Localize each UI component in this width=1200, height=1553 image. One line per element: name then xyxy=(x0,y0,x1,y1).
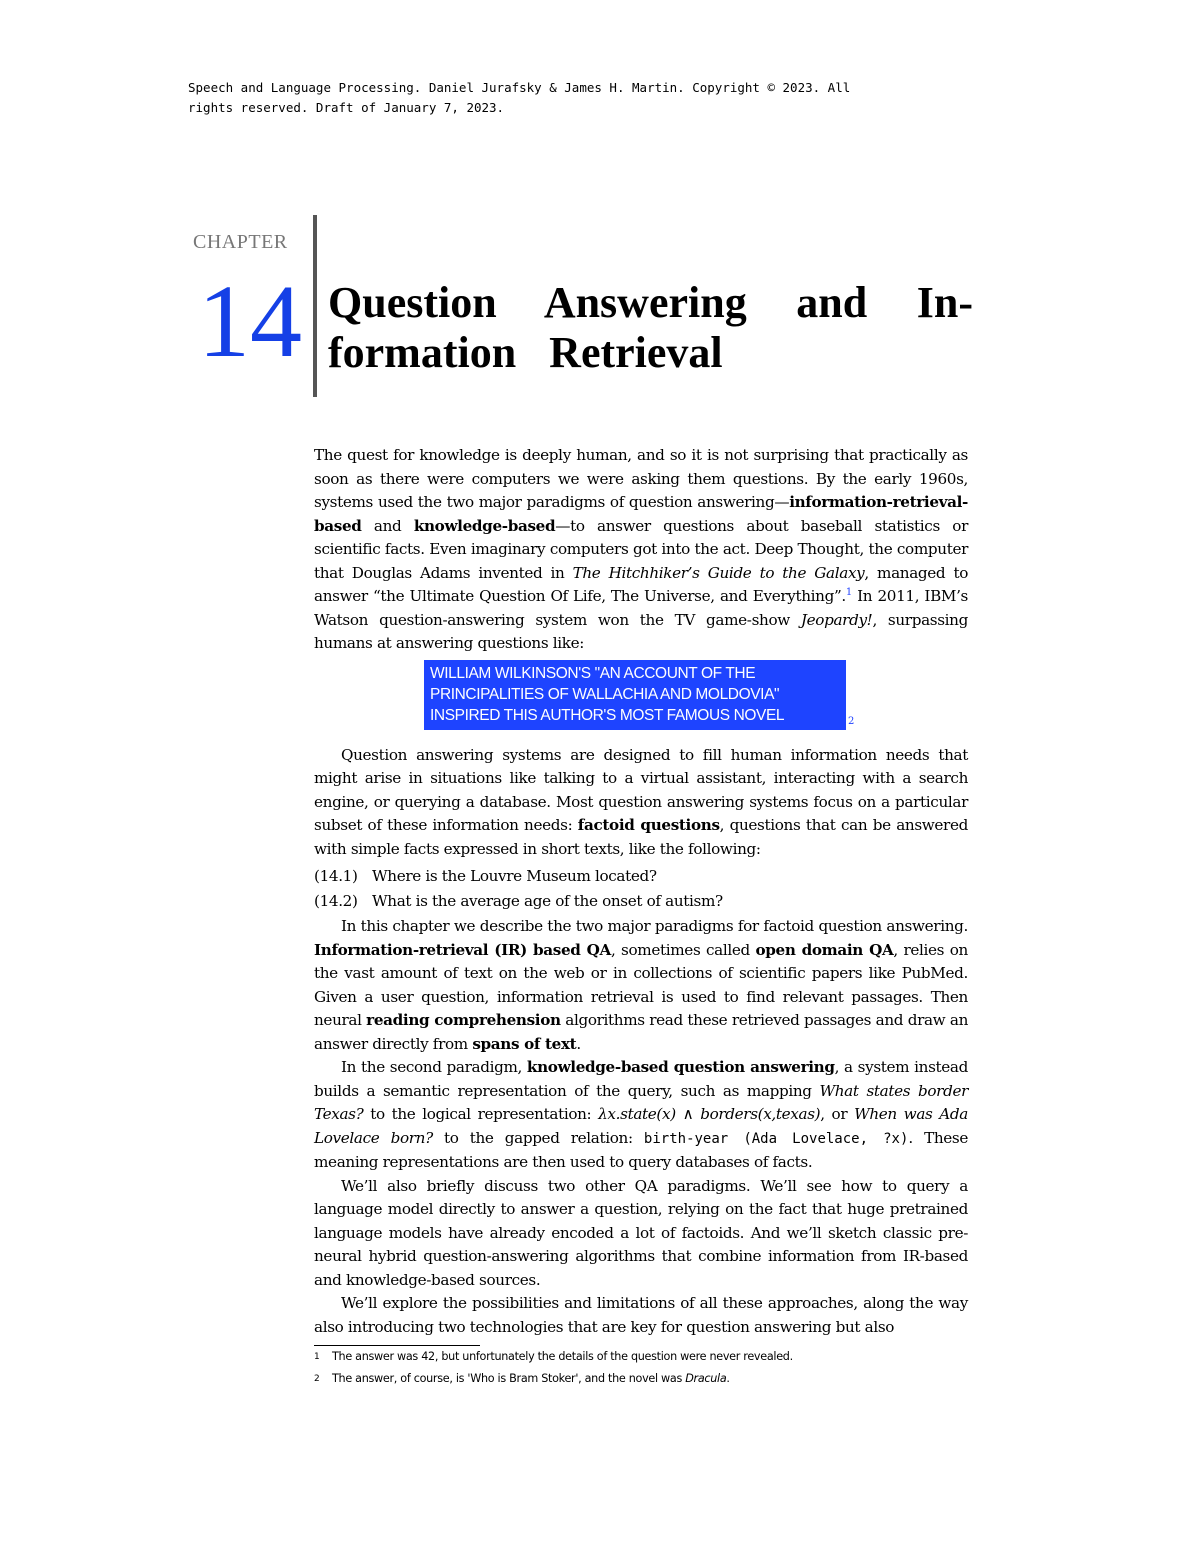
footnote-text-part: . xyxy=(726,1372,730,1385)
footnotes xyxy=(314,1346,968,1390)
chapter-title: Question Answering and In-formation Retrieval xyxy=(328,278,973,377)
term-factoid-questions: factoid questions xyxy=(577,816,720,834)
term-reading-comprehension: reading comprehension xyxy=(366,1011,561,1029)
kb-paragraph xyxy=(314,1056,968,1175)
paragraph-text: , sometimes called xyxy=(610,940,756,959)
paragraph-text: to the logical representation: xyxy=(363,1105,599,1123)
example-item xyxy=(314,864,968,889)
clue-line: PRINCIPALITIES OF WALLACHIA AND MOLDOVIA" xyxy=(430,685,780,703)
footnote-text: The answer was 42, but unfortunately the details of the question were never revealed. xyxy=(332,1350,793,1363)
paragraph-text: . These meaning representations are then used to query databases of facts. xyxy=(314,1128,968,1171)
ir-paragraph xyxy=(314,915,968,1056)
intro-text: The quest for knowledge is deeply human, and so it is not surprising that practically as soon as there were computers we were asking them questions. By the early 1960s, systems used the two major paradigms of question answering— xyxy=(314,446,968,511)
footnote-1 xyxy=(314,1346,968,1368)
intro-text: , managed to answer “the Ultimate Question Of Life, The Universe, and Everything”. xyxy=(314,563,968,605)
book-title: The Hitchhiker’s Guide to the Galaxy xyxy=(572,563,865,582)
paragraph-text: , a system instead builds a semantic representation of the query, such as mapping xyxy=(314,1058,969,1100)
footnote-text xyxy=(332,1368,730,1390)
paragraph-text: , questions that can be answered with simple facts expressed in short texts, like the following: xyxy=(314,816,968,858)
paragraph-text: algorithms read these retrieved passages and draw an answer directly from xyxy=(314,1011,969,1053)
footnote-ref-1[interactable]: 1 xyxy=(845,586,852,598)
clue-line: WILLIAM WILKINSON'S "AN ACCOUNT OF THE xyxy=(430,664,756,682)
closing-paragraph: We’ll explore the possibilities and limitations of all these approaches, along the way also introducing two technologies that are key for question answering but also xyxy=(314,1294,968,1336)
logical-form: λx.state(x) ∧ borders(x,texas) xyxy=(598,1105,821,1123)
intro-paragraph xyxy=(314,444,968,656)
footnote-ref-2[interactable]: 2 xyxy=(848,715,855,727)
show-title: Jeopardy! xyxy=(800,610,873,629)
intro-text: and xyxy=(361,516,414,535)
chapter-label: CHAPTER xyxy=(193,231,288,253)
gapped-relation: birth-year (Ada Lovelace, ?x) xyxy=(643,1130,909,1147)
example-query: What states border Texas? xyxy=(314,1081,969,1123)
example-number: (14.1) xyxy=(314,867,358,885)
term-ir-based-qa: Information-retrieval (IR) based QA xyxy=(314,940,611,959)
example-text: What is the average age of the onset of autism? xyxy=(372,891,723,910)
intro-text: —to answer questions about baseball statistics or scientific facts. Even imaginary computers got into the act. Deep Thought, the computer that Douglas Adams invented in xyxy=(314,516,968,582)
clue-line: INSPIRED THIS AUTHOR'S MOST FAMOUS NOVEL xyxy=(430,706,785,724)
term-ir-based: information-retrieval-based xyxy=(314,493,968,535)
term-knowledge-based: knowledge-based xyxy=(413,516,556,535)
intro-text: , surpassing humans at answering questions like: xyxy=(314,610,968,652)
jeopardy-clue-figure xyxy=(314,660,968,738)
chapter-number: 14 xyxy=(198,264,302,379)
novel-title: Dracula xyxy=(685,1372,727,1385)
intro-text: In 2011, IBM’s Watson question-answering system won the TV game-show xyxy=(314,587,969,629)
footnote-text-part: The answer, of course, is 'Who is Bram Stoker', and the novel was xyxy=(332,1372,686,1385)
paragraph-text: Question answering systems are designed to fill human information needs that might arise in situations like talking to a virtual assistant, interacting with a search engine, or querying a database. Most question answering systems focus on a particular subset of these information needs: xyxy=(314,745,968,834)
paragraph-text: In this chapter we describe the two major paradigms for factoid question answering. xyxy=(341,917,968,935)
term-kbqa: knowledge-based question answering xyxy=(526,1058,835,1076)
header-line-2: rights reserved. Draft of January 7, 2023. xyxy=(188,100,505,115)
example-text: Where is the Louvre Museum located? xyxy=(372,867,657,885)
jeopardy-clue-card xyxy=(424,660,846,730)
term-spans-of-text: spans of text xyxy=(472,1034,577,1053)
paragraph-text: . xyxy=(576,1034,581,1053)
footnote-2 xyxy=(314,1368,968,1390)
example-item xyxy=(314,889,968,914)
example-list xyxy=(314,864,968,913)
other-paradigms-paragraph: We’ll also briefly discuss two other QA paradigms. We’ll see how to query a language model directly to answer a question, relying on the fact that huge pretrained language models have already encoded a lot of factoids. And we’ll sketch classic pre-neural hybrid question-answering algorithms that combine information from IR-based and knowledge-based sources. xyxy=(314,1176,968,1289)
paragraph-text: , relies on the vast amount of text on the web or in collections of scientific papers like PubMed. Given a user question, information retrieval is used to find relevant passages. Then neural xyxy=(314,940,968,1029)
example-query: When was Ada Lovelace born? xyxy=(314,1105,969,1147)
chapter-divider xyxy=(313,215,317,397)
term-open-domain-qa: open domain QA xyxy=(755,940,894,959)
footnote-mark: 1 xyxy=(314,1352,320,1362)
footnote-mark: 2 xyxy=(314,1374,320,1384)
header-line-1: Speech and Language Processing. Daniel Jurafsky & James H. Martin. Copyright © 2023. All xyxy=(188,80,851,95)
chapter-body xyxy=(314,444,968,1390)
paragraph-text: , or xyxy=(820,1105,855,1123)
factoid-paragraph xyxy=(314,744,968,862)
running-header xyxy=(188,78,968,118)
example-number: (14.2) xyxy=(314,891,358,910)
paragraph-text: In the second paradigm, xyxy=(341,1058,527,1076)
paragraph-text: to the gapped relation: xyxy=(432,1128,644,1147)
